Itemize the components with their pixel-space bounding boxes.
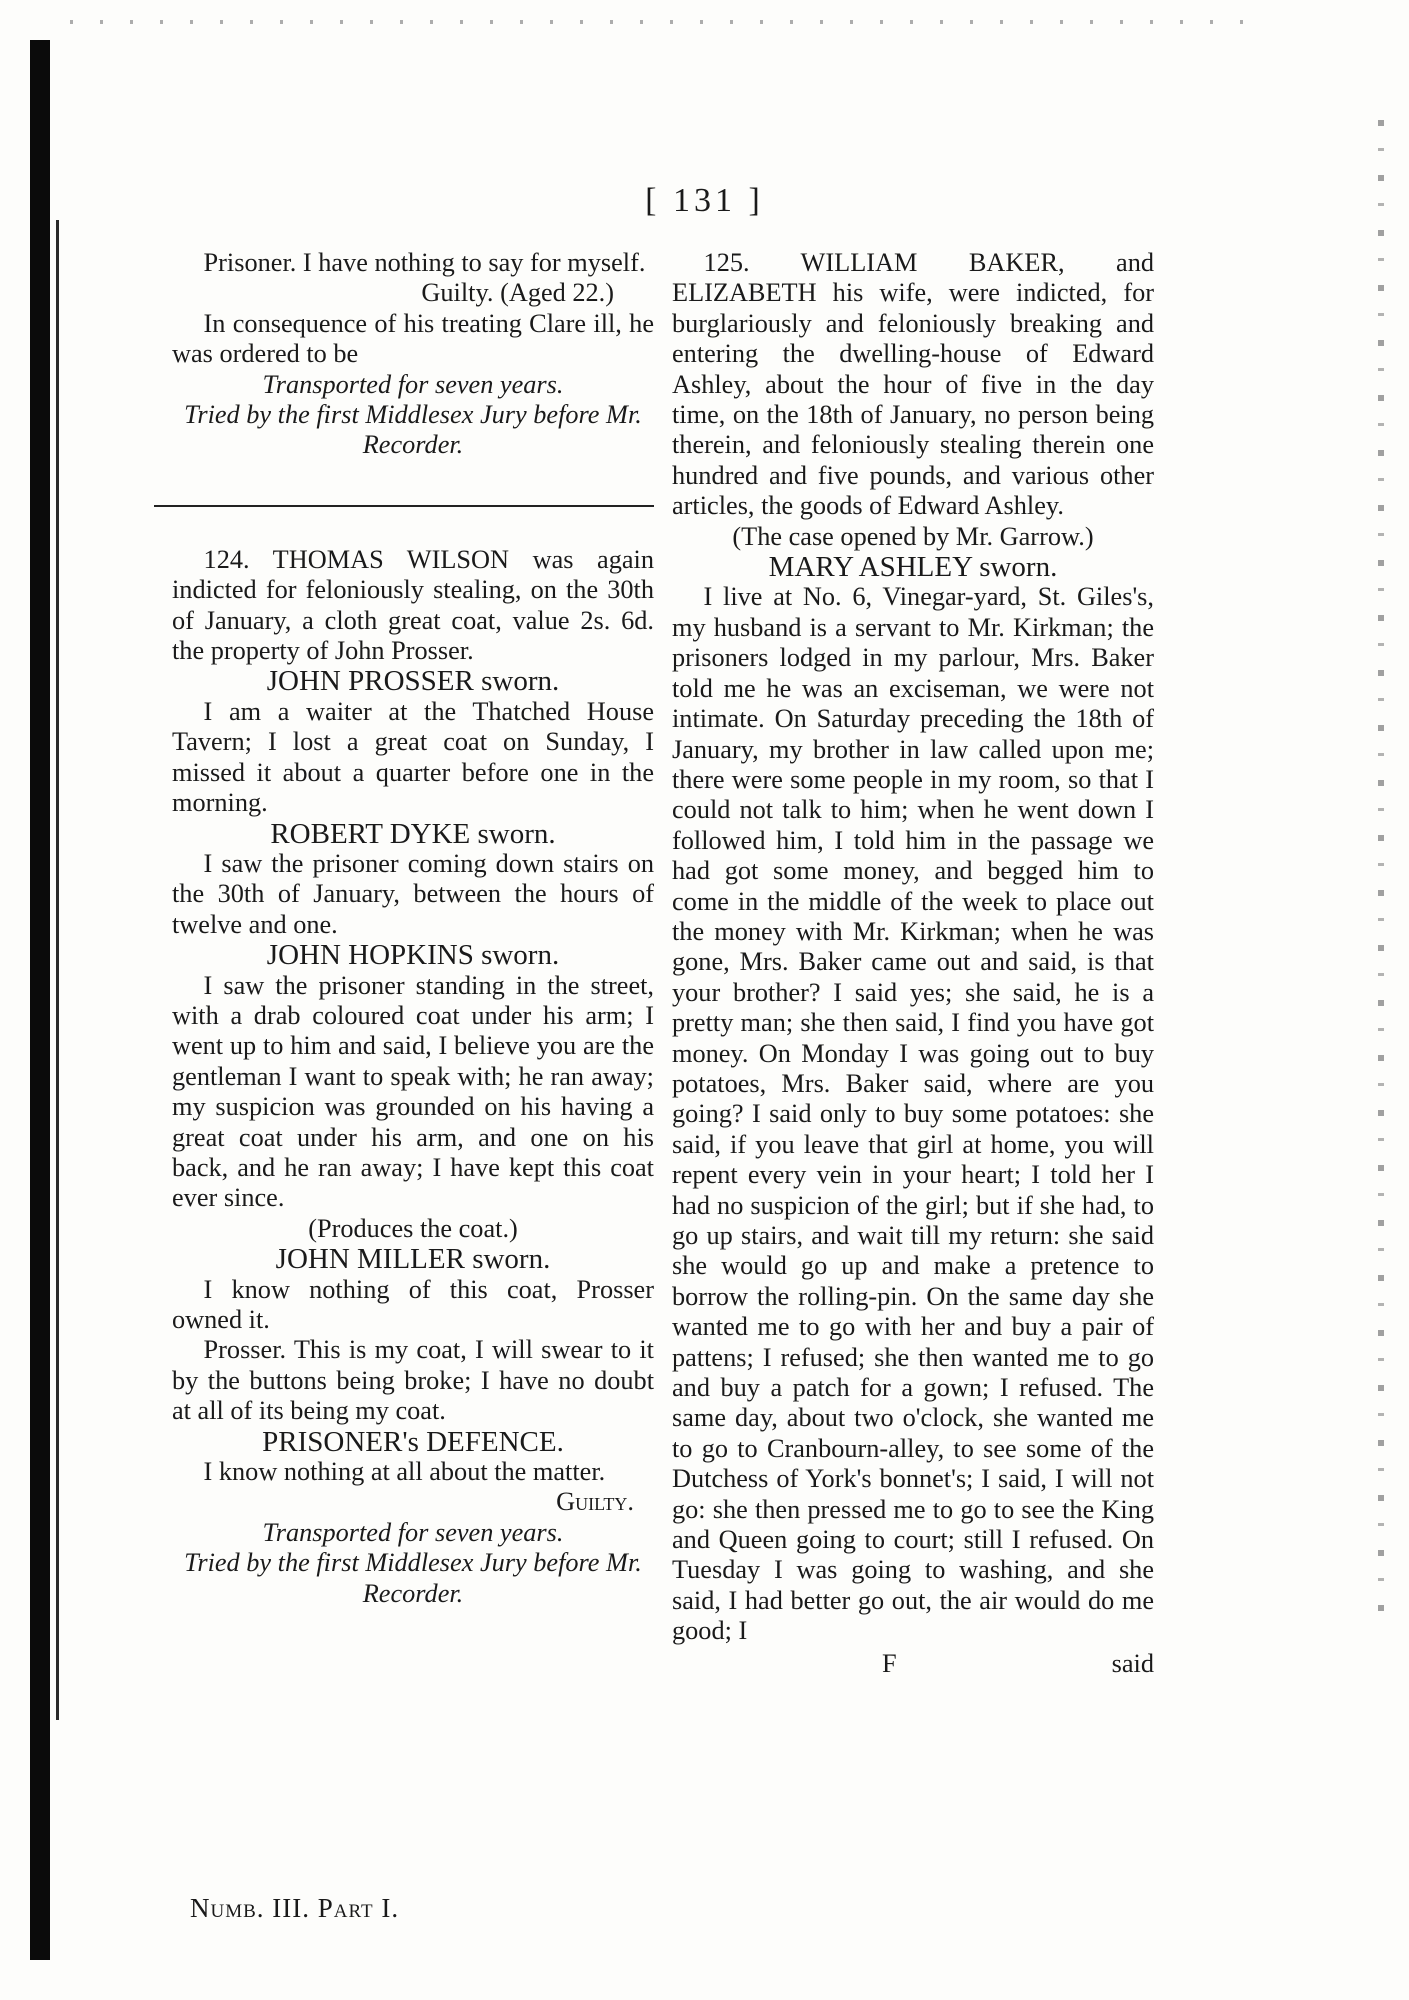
tried-before-recorder: Tried by the first Middlesex Jury before Mr. Recorder. — [184, 400, 642, 460]
left-column — [172, 248, 654, 1609]
prisoner-defence-heading: PRISONER's DEFENCE. — [262, 1425, 564, 1458]
witness-robert-dyke: ROBERT DYKE sworn. — [270, 817, 556, 850]
verdict-guilty: Guilty. — [556, 1487, 634, 1517]
page-catch-line — [672, 1649, 1154, 1679]
book-binding-shadow — [30, 40, 50, 1960]
witness-john-hopkins: JOHN HOPKINS sworn. — [266, 939, 560, 972]
witness-john-prosser-testimony: I am a waiter at the Thatched House Tavern; I lost a great coat on Sunday, I missed it about a quarter before one in the morning. — [172, 696, 654, 818]
gutter-line — [56, 220, 59, 1720]
signature-footer: Numb. III. Part I. — [190, 1893, 400, 1923]
case-125-indictment: 125. WILLIAM BAKER, and ELIZABETH his wife, were indicted, for burglariously and feloniously breaking and entering the dwelling-house of Edward Ashley, about the hour of five in the day time, on the 18th of January, no person being therein, and feloniously stealing therein one hundred and five pounds, and various other articles, the goods of Edward Ashley. — [672, 248, 1154, 521]
witness-john-prosser: JOHN PROSSER sworn. — [266, 665, 560, 698]
prisoner-statement: Prisoner. I have nothing to say for myself. — [203, 248, 646, 277]
signature-mark: F — [882, 1648, 897, 1678]
top-edge-speckle — [70, 20, 1270, 24]
witness-mary-ashley: MARY ASHLEY sworn. — [768, 551, 1058, 584]
consequence-paragraph: In consequence of his treating Clare ill, he was ordered to be — [172, 308, 654, 369]
right-column — [672, 248, 1154, 1679]
prosser-statement: Prosser. This is my coat, I will swear to it by the buttons being broke; I have no doubt at all of its being my coat. — [172, 1335, 654, 1426]
witness-robert-dyke-testimony: I saw the prisoner coming down stairs on the 30th of January, between the hours of twelve and one. — [172, 848, 654, 939]
page-number: [ 131 ] — [645, 182, 764, 219]
sentence-transported-2: Transported for seven years. — [262, 1517, 564, 1547]
catchword: said — [1111, 1648, 1154, 1678]
witness-john-miller-testimony: I know nothing of this coat, Prosser owned it. — [172, 1274, 654, 1334]
tried-before-recorder-2: Tried by the first Middlesex Jury before Mr. Recorder. — [184, 1548, 642, 1608]
case-opened-note: (The case opened by Mr. Garrow.) — [732, 521, 1094, 551]
witness-john-miller: JOHN MILLER sworn. — [275, 1243, 551, 1276]
case-divider — [154, 505, 654, 507]
witness-mary-ashley-testimony: I live at No. 6, Vinegar-yard, St. Giles's, my husband is a servant to Mr. Kirkman; the prisoners lodged in my parlour, Mrs. Baker told me he was an exciseman, we were not intimate. On Saturday preceding the 18th of January, my brother in law called upon me; there were some people in my room, so that I could not talk to him; when he went down I followed him, I told him in the passage we had got some money, and begged him to come in the middle of the week to place out the money with Mr. Kirkman; when he was gone, Mrs. Baker came out and said, is that your brother? I said yes; she said, he is a pretty man; she then said, I find you have got money. On Monday I was going out to buy potatoes, Mrs. Baker said, where are you going? I said only to buy some potatoes: she said, if you leave that girl at home, you will repent every vein in your heart; I told her I had no suspicion of the girl; but if she had, to go up stairs, and wait till my return: she said she would go up and make a pretence to borrow the rolling-pin. On the same day she wanted me to go with her and buy a pair of pattens; I refused; she then wanted me to go and buy a patch for a gown; I refused. The same day, about two o'clock, she wanted me to go to Cranbourn-alley, to see some of the Dutchess of York's bonnet's; I said, I will not go: she then pressed me to go to see the King and Queen going to court; still I refused. On Tuesday I was going to washing, and she said, I had better go out, the air would do me good; I — [672, 582, 1154, 1646]
produces-coat-note: (Produces the coat.) — [308, 1213, 518, 1243]
witness-john-hopkins-testimony: I saw the prisoner standing in the street, with a drab coloured coat under his arm; I went up to him and said, I believe you are the gentleman I want to speak with; he ran away; my suspicion was grounded on his having a great coat under his arm, and one on his back, and he ran away; I have kept this coat ever since. — [172, 970, 654, 1213]
case-124-indictment: 124. THOMAS WILSON was again indicted for feloniously stealing, on the 30th of January, a cloth great coat, value 2s. 6d. the property of John Prosser. — [172, 544, 654, 666]
verdict-guilty-aged: Guilty. (Aged 22.) — [421, 278, 614, 308]
page-edge-speckle — [1378, 120, 1384, 1620]
sentence-transported: Transported for seven years. — [262, 369, 564, 399]
prisoner-defence-text: I know nothing at all about the matter. — [203, 1457, 606, 1487]
